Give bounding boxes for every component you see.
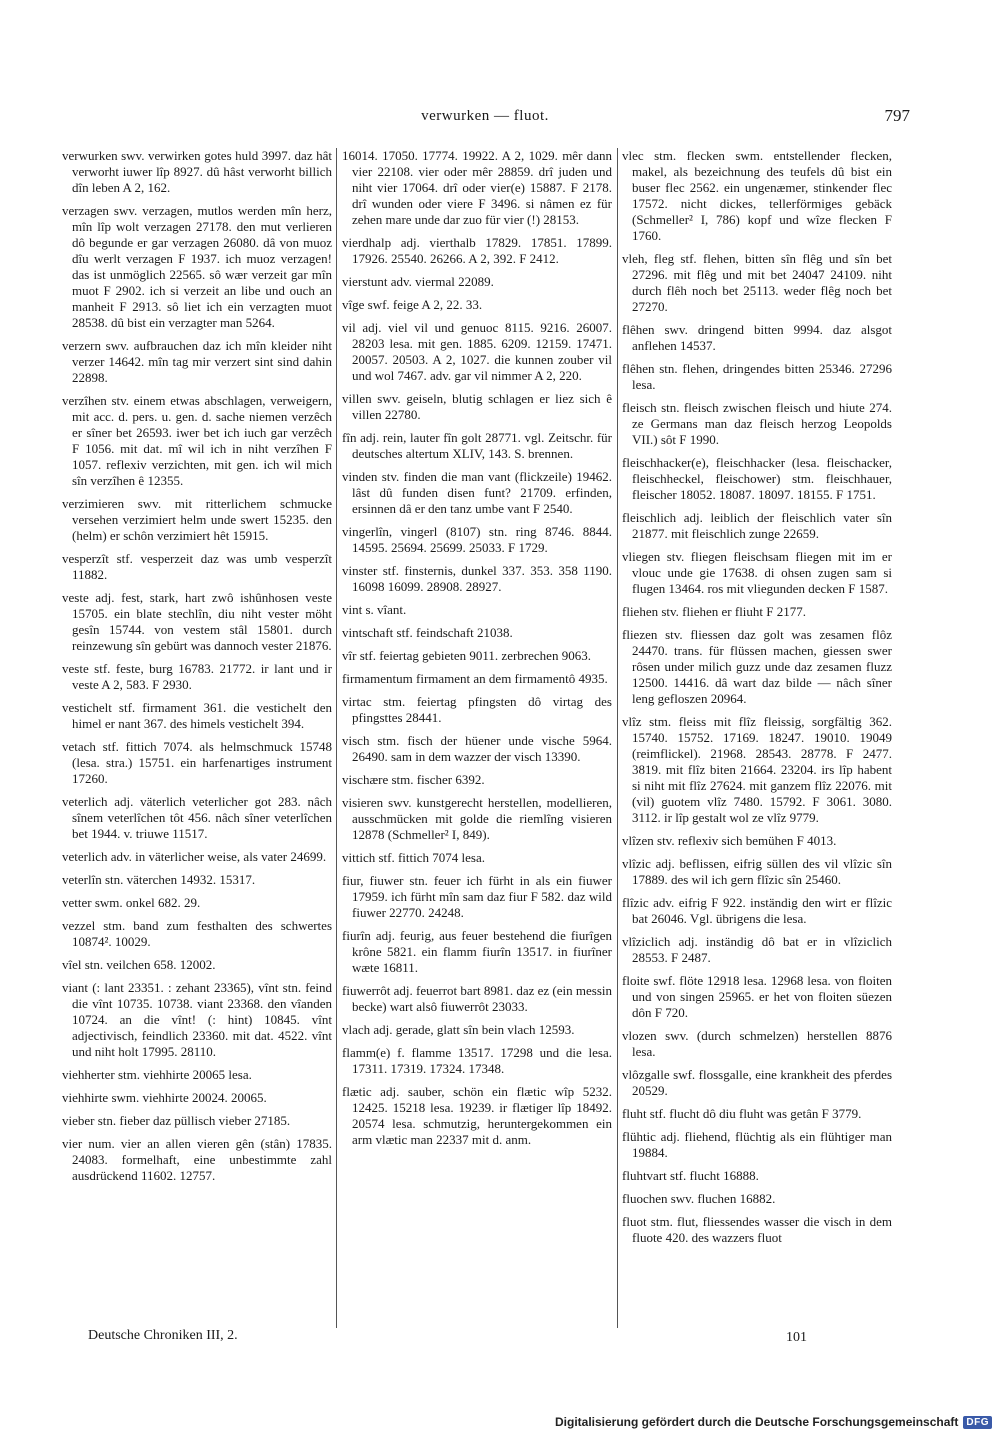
column-middle — [342, 148, 612, 1155]
source-line: Deutsche Chroniken III, 2. — [88, 1328, 238, 1343]
dictionary-entry: fliehen stv. fliehen er fliuht F 2177. — [622, 604, 807, 619]
dictionary-entry: vlec stm. flecken swm. entstellender flecken, makel, als bezeichnung des teufels dû bist ein buser flec 2562. ein ungenæmer, stinkender flec 17572. nicht dickes, tellerförmiges gebäck (Schmeller² I, 786) kopf und wîze flecken F 1760. — [622, 148, 892, 243]
dictionary-entry: vierdhalp adj. vierthalb 17829. 17851. 17899. 17926. 25540. 26266. A 2, 392. F 2412. — [342, 235, 612, 266]
dictionary-entry: vesperzît stf. vesperzeit daz was umb vesperzît 11882. — [62, 551, 332, 582]
dictionary-entry: vier num. vier an allen vieren gên (stân) 17835. 24083. formelhaft, eine unbestimmte zahl ausdrückend 11602. 12757. — [62, 1136, 332, 1183]
dictionary-entry: vîel stn. veilchen 658. 12002. — [62, 957, 216, 972]
dictionary-entry: verzîhen stv. einem etwas abschlagen, verweigern, mit acc. d. pers. u. gen. d. sache niemen verzêch er sîner bet 26593. iwer bet ich iuch gar verzêch F 1056. mit dat. mî wil ich in niht verzîhen F 1057. reflexiv verzichten, mit gen. ich wil mich sîn verzîhen ê 12355. — [62, 393, 332, 488]
dictionary-entry: veterlich adv. in väterlicher weise, als vater 24699. — [62, 849, 327, 864]
dictionary-entry: vetach stf. fittich 7074. als helmschmuck 15748 (lesa. stra.) 15751. ein harfenartiges instrument 17260. — [62, 739, 332, 786]
dictionary-entry: verzimieren swv. mit ritterlichem schmucke versehen verzimiert helm unde swert 15235. den (helm) er schôn verzimiert hêt 15915. — [62, 496, 332, 543]
column-left — [62, 148, 332, 1191]
dictionary-entry: virtac stm. feiertag pfingsten dô virtag des pfingsttes 28441. — [342, 694, 612, 725]
dictionary-entry: vliegen stv. fliegen fleischsam fliegen mit im er vlouc unde gie 17638. di ohsen zugen sam si flugen 13464. ros mit vliegunden decken F 1587. — [622, 549, 892, 596]
dictionary-entry: vlozen swv. (durch schmelzen) herstellen 8876 lesa. — [622, 1028, 892, 1059]
page-number: 797 — [884, 106, 910, 125]
dictionary-entry: fluht stf. flucht dô diu fluht was getân F 3779. — [622, 1106, 862, 1121]
dictionary-entry: vintschaft stf. feindschaft 21038. — [342, 625, 513, 640]
dictionary-entry: fiur, fiuwer stn. feuer ich fürht in als ein fiuwer 17959. ich fürht mîn sam daz fiur F 582. daz wild fiuwer 22770. 24248. — [342, 873, 612, 920]
dictionary-entry: vîge swf. feige A 2, 22. 33. — [342, 297, 483, 312]
dictionary-entry: visch stm. fisch der hüener unde vische 5964. 26490. sam in dem wazzer der visch 13390. — [342, 733, 612, 764]
dictionary-entry: flîzic adv. eifrig F 922. inständig den wirt er flîzic bat 26046. Vgl. übrigens die lesa. — [622, 895, 892, 926]
dictionary-entry: vlîz stm. fleiss mit flîz fleissig, sorgfältig 362. 15740. 15752. 17169. 18247. 19010. 19049 (reimflickel). 21968. 28543. 28778. F 2477. 3819. mit flîz biten 21664. 23204. irs lîp habent si niht mit flîz 27624. mit ganzem flîz 22076. mit (vil) guotem vlîz 7480. 15792. F 3061. 3080. 3112. ir lîp gestalt wol ze vlîz 9779. — [622, 714, 892, 825]
dictionary-entry: fleischhacker(e), fleischhacker (lesa. fleischacker, fleischheckel, fleischower) stm. fleischhauer, fleischer 18052. 18087. 18097. 18155. F 1751. — [622, 455, 892, 502]
dictionary-entry: fleischlich adj. leiblich der fleischlich vater sîn 21877. mit fleischlich zunge 22659. — [622, 510, 892, 541]
signature-mark: 101 — [786, 1330, 807, 1345]
dictionary-entry: verzagen swv. verzagen, mutlos werden mîn herz, mîn lîp wolt verzagen 27178. den mut verlieren dô begunde er gar verzagen 26080. dâ von muoz dîu werlt verzagen F 1937. ich muoz verzagen! das ist unmöglich 22565. sô wær verzeit gar mîn muot F 2902. ich si verzeit an libe und ouch an manheit F 2913. sô liet ich ein verzagten muot 28538. dû bist ein verzagter man 5264. — [62, 203, 332, 330]
dictionary-entry: vingerlîn, vingerl (8107) stn. ring 8746. 8844. 14595. 25694. 25699. 25033. F 1729. — [342, 524, 612, 555]
dictionary-entry: flamm(e) f. flamme 13517. 17298 und die lesa. 17311. 17319. 17324. 17348. — [342, 1045, 612, 1076]
dictionary-entry: vinster stf. finsternis, dunkel 337. 353. 358 1190. 16098 16099. 28908. 28927. — [342, 563, 612, 594]
dictionary-entry: viehhirte swm. viehhirte 20024. 20065. — [62, 1090, 267, 1105]
dictionary-entry: 16014. 17050. 17774. 19922. A 2, 1029. mêr dann vier 22108. vier oder mêr 28859. drî juden und niht vier 17064. drî oder vier(e) 15887. F 2178. drî wunden oder viere F 3496. si nâmen ez für zehen mare unde dar zuo für vier (!) 28153. — [342, 148, 612, 227]
dictionary-entry: fîn adj. rein, lauter fîn golt 28771. vgl. Zeitschr. für deutsches altertum XLIV, 143. S. brennen. — [342, 430, 612, 461]
column-right — [622, 148, 892, 1253]
dictionary-entry: fleisch stn. fleisch zwischen fleisch und hiute 274. ze Germans man daz fleisch herzog Leopolds VII.) sôt F 1990. — [622, 400, 892, 447]
dictionary-entry: flêhen stn. flehen, dringendes bitten 25346. 27296 lesa. — [622, 361, 892, 392]
running-head: verwurken — fluot. — [421, 108, 549, 124]
dictionary-entry: flêhen swv. dringend bitten 9994. daz alsgot anflehen 14537. — [622, 322, 892, 353]
dictionary-entry: vlîzen stv. reflexiv sich bemühen F 4013. — [622, 833, 837, 848]
dictionary-entry: vint s. vîant. — [342, 602, 407, 617]
dictionary-entry: fluochen swv. fluchen 16882. — [622, 1191, 776, 1206]
digitization-credit — [555, 1415, 992, 1429]
dictionary-entry: fluhtvart stf. flucht 16888. — [622, 1168, 759, 1183]
column-rule — [617, 148, 618, 1328]
dictionary-entry: flühtic adj. fliehend, flüchtig als ein flühtiger man 19884. — [622, 1129, 892, 1160]
dictionary-entry: vlach adj. gerade, glatt sîn bein vlach 12593. — [342, 1022, 575, 1037]
dictionary-entry: fiurîn adj. feurig, aus feuer bestehend die fiurîgen krône 5821. ein flamm fiurîn 13517. in fiurîner wæte 16811. — [342, 928, 612, 975]
dictionary-entry: vlôzgalle swf. flossgalle, eine krankheit des pferdes 20529. — [622, 1067, 892, 1098]
dictionary-entry: vittich stf. fittich 7074 lesa. — [342, 850, 485, 865]
dictionary-entry: vlîziclich adj. inständig dô bat er in vlîziclich 28553. F 2487. — [622, 934, 892, 965]
dictionary-entry: veste adj. fest, stark, hart zwô ishûnhosen veste 15705. ein blate stechlîn, diu niht vester möht gesîn 15744. von vestem stâl 15801. durch reinzewung sîn gebürt was dannoch vester 21876. — [62, 590, 332, 653]
dictionary-entry: vestichelt stf. firmament 361. die vestichelt den himel er nant 367. des himels vestichelt 394. — [62, 700, 332, 731]
column-rule — [336, 148, 337, 1328]
dictionary-entry: veste stf. feste, burg 16783. 21772. ir lant und ir veste A 2, 583. F 2930. — [62, 661, 332, 692]
dictionary-entry: vil adj. viel vil und genuoc 8115. 9216. 26007. 28203 lesa. mit gen. 1885. 6209. 12159. 17471. 20057. 20503. A 2, 1027. die kunnen zouber vil und wol 7467. adv. gar vil nimmer A 2, 220. — [342, 320, 612, 383]
dictionary-entry: fiuwerrôt adj. feuerrot bart 8981. daz ez (ein messin becke) wart alsô fiuwerrôt 23033. — [342, 983, 613, 1014]
dfg-logo: DFG — [963, 1416, 992, 1429]
dictionary-entry: vlîzic adj. beflissen, eifrig süllen des vil vlîzic sîn 17889. des wil ich gern flîzic sîn 25460. — [622, 856, 892, 887]
dictionary-entry: viehherter stm. viehhirte 20065 lesa. — [62, 1067, 252, 1082]
dictionary-entry: fliezen stv. fliessen daz golt was zesamen flôz 24470. trans. für flüssen machen, giessen swer rôsen under milich guzz unde daz zesamen fluzz 12500. 14416. dâ wart daz bilde — nâch sîner leng gefloszen 20964. — [622, 627, 892, 706]
dictionary-entry: firmamentum firmament an dem firmamentô 4935. — [342, 671, 608, 686]
page-header — [60, 108, 910, 134]
dictionary-entry: veterlîn stn. väterchen 14932. 15317. — [62, 872, 256, 887]
dictionary-entry: floite swf. flöte 12918 lesa. 12968 lesa. von floiten und von singen 25965. er het von floiten süezen dôn F 720. — [622, 973, 892, 1020]
dictionary-entry: vleh, fleg stf. flehen, bitten sîn flêg und sîn bet 27296. mit flêg und mit bet 24047 24109. niht durch flêh noch bet 25113. weder flêg noch bet 27270. — [622, 251, 892, 314]
dictionary-entry: vinden stv. finden die man vant (flickzeile) 19462. lâst dû funden disen funt? 21709. erfinden, ersinnen dâ er den tanz umbe vant F 2540. — [342, 469, 612, 516]
dictionary-entry: fluot stm. flut, fliessendes wasser die visch in dem fluote 420. des wazzers fluot — [622, 1214, 892, 1245]
dictionary-entry: verwurken swv. verwirken gotes huld 3997. daz hât verworht iuwer lîp 8927. dû hâst verworht billich dîn leben A 2, 162. — [62, 148, 332, 195]
credit-text: Digitalisierung gefördert durch die Deutsche Forschungsgemeinschaft — [554, 1415, 959, 1429]
dictionary-entry: veterlich adj. väterlich veterlicher got 283. nâch sînem veterlîchen tôt 456. nâch sîner veterlîchen bet 1944. v. triuwe 11517. — [62, 794, 332, 841]
dictionary-entry: vîr stf. feiertag gebieten 9011. zerbrechen 9063. — [342, 648, 591, 663]
dictionary-entry: flætic adj. sauber, schön ein flætic wîp 5232. 12425. 15218 lesa. 19239. ir flætiger lîp 18492. 20574 lesa. schmutzig, heruntergekommen ein arm vlætic man 22337 mit d. anm. — [342, 1084, 612, 1147]
dictionary-entry: visieren swv. kunstgerecht herstellen, modellieren, ausschmücken mit golde die riemlîng visieren 12878 (Schmeller² I, 849). — [342, 795, 612, 842]
dictionary-entry: vetter swm. onkel 682. 29. — [62, 895, 201, 910]
dictionary-entry: villen swv. geiseln, blutig schlagen er liez sich ê villen 22780. — [342, 391, 612, 422]
dictionary-entry: viant (: lant 23351. : zehant 23365), vînt stn. feind die vînt 10735. 10738. viant 23368. den vîanden 10724. an die vînt! (: hint) 10845. vînt adjectivisch, feindlich 23360. mit dat. 4522. vînt und niht holt 17995. 28110. — [62, 980, 332, 1059]
dictionary-entry: vierstunt adv. viermal 22089. — [342, 274, 494, 289]
dictionary-entry: vezzel stm. band zum festhalten des schwertes 10874². 10029. — [62, 918, 332, 949]
dictionary-entry: verzern swv. aufbrauchen daz ich mîn kleider niht verzer 14642. mîn tag mir verzert sint sind dahin 22898. — [62, 338, 332, 385]
dictionary-entry: vieber stn. fieber daz püllisch vieber 27185. — [62, 1113, 291, 1128]
dictionary-entry: vischære stm. fischer 6392. — [342, 772, 485, 787]
